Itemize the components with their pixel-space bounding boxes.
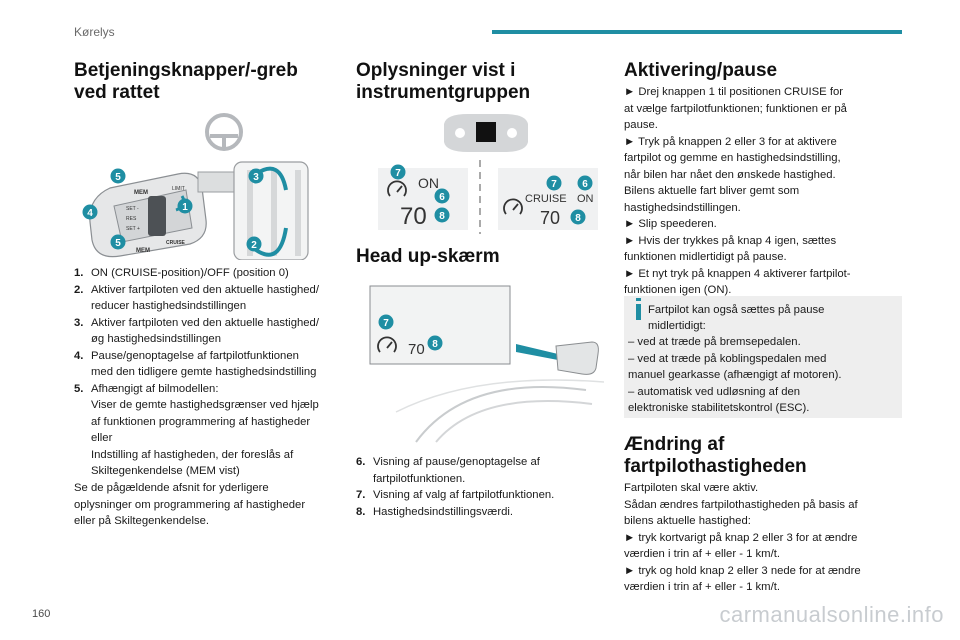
badge-6-left [435, 189, 450, 204]
head-up-display-figure [356, 282, 604, 447]
hud-heading: Head up-skærm [356, 246, 500, 267]
controls-heading: Betjeningsknapper/-greb ved rattet [74, 60, 298, 103]
list-item: 6. Visning af pause/genoptagelse af fartpilotfunktionen. [356, 456, 540, 485]
activation-steps [624, 84, 904, 299]
info-icon [636, 304, 641, 320]
badge-5-bottom [111, 235, 126, 250]
stalk-set-minus: SET - [126, 206, 139, 212]
svg-text:5: 5 [115, 238, 121, 249]
svg-text:7: 7 [395, 168, 401, 179]
list-item: 7. Visning af valg af fartpilotfunktionen. [356, 489, 555, 501]
badge-7-left [391, 165, 406, 180]
svg-text:5: 5 [115, 172, 121, 183]
badge-2 [247, 237, 262, 252]
list-item: 8. Hastighedsindstillingsværdi. [356, 505, 514, 518]
hud-projection-beam [516, 344, 558, 360]
badge-7-hud [379, 315, 394, 330]
step-paragraph: ► Et nyt tryk på knappen 4 aktiverer fartpilot- funktionen igen (ON). [624, 267, 851, 296]
panel-right-speed: 70 [540, 208, 561, 228]
svg-text:1: 1 [182, 202, 188, 213]
svg-text:8: 8 [439, 211, 445, 222]
page-number: 160 [32, 608, 51, 620]
list-item: 2. Aktiver fartpiloten ved den aktuelle hastighed/ reducer hastighedsindstillingen [74, 283, 319, 312]
change-speed-steps: Fartpiloten skal være aktiv. Sådan ændres fartpilothastigheden på basis af bilens aktuelle hastighed: ► tryk kortvarigt på knap 2 eller 3 for at ændre værdien i trin af + eller - 1 km/t. ► tryk og hold knap 2 eller 3 nede for at ændre værdien i trin af + eller - 1 km/t. [624, 482, 861, 593]
stalk-cruise: CRUISE [166, 240, 185, 246]
hud-speed: 70 [408, 341, 425, 358]
list-item: 1. ON (CRUISE-position)/OFF (position 0) [74, 267, 289, 279]
cluster-icon [444, 114, 528, 152]
svg-text:6: 6 [582, 179, 588, 190]
badge-5-top [111, 169, 126, 184]
step-paragraph: ► Slip speederen. [624, 218, 717, 230]
list-item: 3. Aktiver fartpiloten ved den aktuelle hastighed/ øg hastighedsindstillingen [74, 316, 319, 345]
controls-list [74, 265, 344, 480]
stalk-set-plus: SET + [126, 226, 140, 232]
svg-text:7: 7 [383, 318, 389, 329]
display-list [356, 454, 604, 520]
panel-right-cruise: CRUISE [525, 193, 567, 205]
svg-text:2: 2 [251, 240, 257, 251]
activation-heading: Aktivering/pause [624, 60, 778, 81]
display-heading: Oplysninger vist i instrumentgruppen [356, 60, 531, 103]
list-item: 5. Afhængigt af bilmodellen: Viser de gemte hastighedsgrænser ved hjælp af funktionen programmering af hastigheder eller Indstilling af hastigheden, der foreslås af Skiltegenkendelse (MEM vist) [74, 382, 319, 477]
note-line: midlertidigt: [648, 320, 706, 332]
badge-8-hud [428, 336, 443, 351]
instrument-cluster-figure [356, 112, 604, 237]
panel-left-speed: 70 [400, 203, 427, 230]
badge-7-right [547, 176, 562, 191]
stalk-res: RES [126, 216, 137, 222]
svg-text:3: 3 [253, 172, 259, 183]
step-paragraph: ► Drej knappen 1 til positionen CRUISE for at vælge fartpilotfunktionen; funktionen er på pause. [624, 86, 847, 131]
note-lines: – ved at træde på bremsepedalen. – ved at træde på koblingspedalen med manuel gearkasse (afhængigt af motoren). – automatisk ved udløsning af den elektroniske stabilitetskontrol (ESC). [628, 336, 842, 414]
steering-grip-illustration [234, 162, 308, 260]
panel-right-on: ON [577, 193, 594, 205]
badge-4 [83, 205, 98, 220]
change-speed-heading: Ændring af fartpilothastigheden [624, 434, 807, 477]
header-rule [492, 30, 902, 34]
watermark: carmanualsonline.info [719, 602, 944, 627]
step-paragraph: ► Hvis der trykkes på knap 4 igen, sættes funktionen midlertidigt på pause. [624, 234, 837, 263]
svg-text:8: 8 [575, 213, 581, 224]
badge-8-left [435, 208, 450, 223]
svg-text:4: 4 [87, 208, 93, 219]
panel-left-on: ON [418, 175, 439, 191]
badge-1 [178, 199, 193, 214]
svg-text:8: 8 [432, 339, 438, 350]
section-title: Kørelys [74, 25, 115, 39]
list-item: 4. Pause/genoptagelse af fartpilotfunktionen med den tidligere gemte hastighedsindstilling [74, 349, 317, 378]
svg-text:7: 7 [551, 179, 557, 190]
step-paragraph: ► Tryk på knappen 2 eller 3 for at aktivere fartpilot og gemme en hastighedsindstilling, når bilen har nået den ønskede hastighed. Bilens aktuelle fart bliver gemt som hastighedsindstillingen. [624, 135, 841, 214]
badge-6-right [578, 176, 593, 191]
badge-3 [249, 169, 264, 184]
see-also-paragraph: Se de pågældende afsnit for yderligere oplysninger om programmering af hastigheder eller på Skiltegenkendelse. [74, 482, 306, 527]
info-note [624, 296, 902, 418]
stalk-mem-bottom: MEM [136, 248, 150, 254]
steering-controls-figure [74, 110, 344, 260]
steering-wheel-icon [207, 115, 241, 149]
cluster-panel-left [378, 168, 468, 230]
stalk-mem-top: MEM [134, 190, 148, 196]
stalk-limit: LIMIT [172, 186, 185, 192]
badge-8-right [571, 210, 586, 225]
svg-text:6: 6 [439, 192, 445, 203]
note-line: Fartpilot kan også sættes på pause [648, 304, 825, 316]
